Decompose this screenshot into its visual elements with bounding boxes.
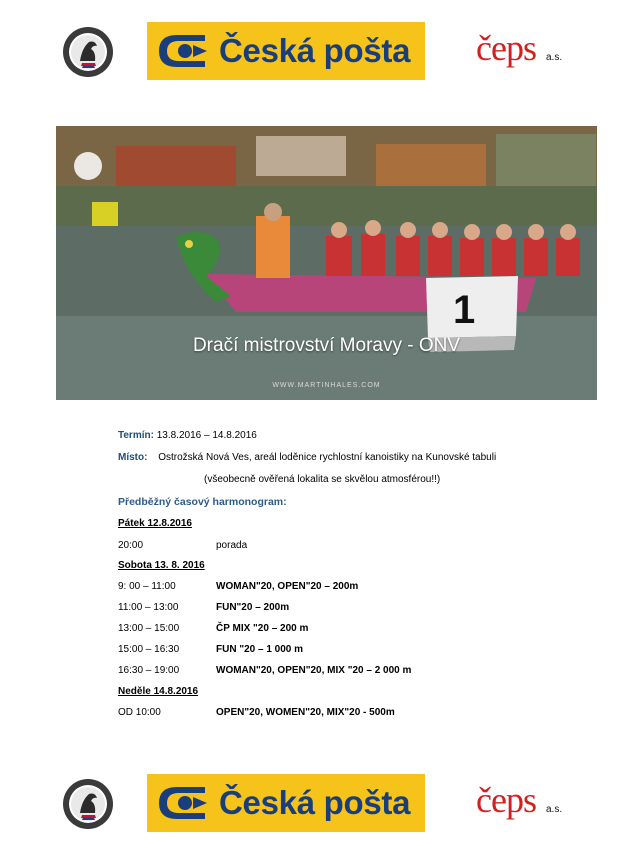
ceps-suffix: a.s. [546, 52, 563, 63]
ceps-wordmark: čeps [476, 28, 536, 68]
ceps-wordmark: čeps [476, 780, 536, 820]
schedule-desc: FUN"20 – 200m [216, 602, 290, 613]
ceps-logo [476, 30, 566, 70]
buoy-number: 1 [453, 288, 476, 332]
schedule-time: OD 10:00 [118, 707, 161, 718]
dragon-boat-association-seal-icon [62, 778, 114, 830]
misto-line [118, 452, 496, 463]
schedule-desc: WOMAN"20, OPEN"20, MIX "20 – 2 000 m [216, 665, 412, 676]
photo-credit: WWW.MARTINHALES.COM [272, 382, 381, 389]
termin-value: 13.8.2016 – 14.8.2016 [156, 430, 257, 441]
dragon-boat-scene [56, 126, 597, 400]
footer-logos [0, 770, 634, 840]
schedule-desc: FUN "20 – 1 000 m [216, 644, 304, 655]
ceska-posta-wordmark: Česká pošta [219, 32, 411, 69]
schedule-heading: Předběžný časový harmonogram: [118, 496, 287, 508]
ceska-posta-logo [147, 774, 425, 832]
dragon-boat-association-seal-icon [62, 26, 114, 78]
schedule-time: 11:00 – 13:00 [118, 602, 179, 613]
header-logos [0, 18, 634, 88]
schedule-desc: ČP MIX "20 – 200 m [216, 623, 309, 634]
schedule-desc: WOMAN"20, OPEN"20 – 200m [216, 581, 359, 592]
ceska-posta-logo [147, 22, 425, 80]
ceska-posta-wordmark: Česká pošta [219, 784, 411, 821]
post-horn-icon [155, 31, 211, 71]
schedule-day: Neděle 14.8.2016 [118, 686, 199, 697]
schedule-day: Sobota 13. 8. 2016 [118, 560, 205, 571]
dragon-boat-photo [56, 126, 597, 400]
schedule-time: 13:00 – 15:00 [118, 623, 180, 634]
schedule-desc: OPEN"20, WOMEN"20, MIX"20 - 500m [216, 707, 395, 718]
ceps-suffix: a.s. [546, 804, 563, 815]
misto-note: (všeobecně ověřená lokalita se skvělou atmosférou!!) [204, 474, 441, 485]
schedule-time: 20:00 [118, 540, 144, 551]
schedule-time: 9: 00 – 11:00 [118, 581, 176, 592]
misto-label: Místo: [118, 452, 148, 463]
termin-line [118, 430, 257, 441]
event-title: Dračí mistrovství Moravy - ONV [192, 335, 461, 356]
schedule-time: 16:30 – 19:00 [118, 665, 180, 676]
schedule-day: Pátek 12.8.2016 [118, 518, 192, 529]
misto-value: Ostrožská Nová Ves, areál loděnice rychlostní kanoistiky na Kunovské tabuli [158, 452, 497, 463]
post-horn-icon [155, 783, 211, 823]
schedule-desc: porada [216, 540, 248, 551]
termin-label: Termín: [118, 430, 154, 441]
ceps-logo [476, 782, 566, 822]
schedule-time: 15:00 – 16:30 [118, 644, 180, 655]
photo-watermark-seal-icon [74, 152, 102, 180]
